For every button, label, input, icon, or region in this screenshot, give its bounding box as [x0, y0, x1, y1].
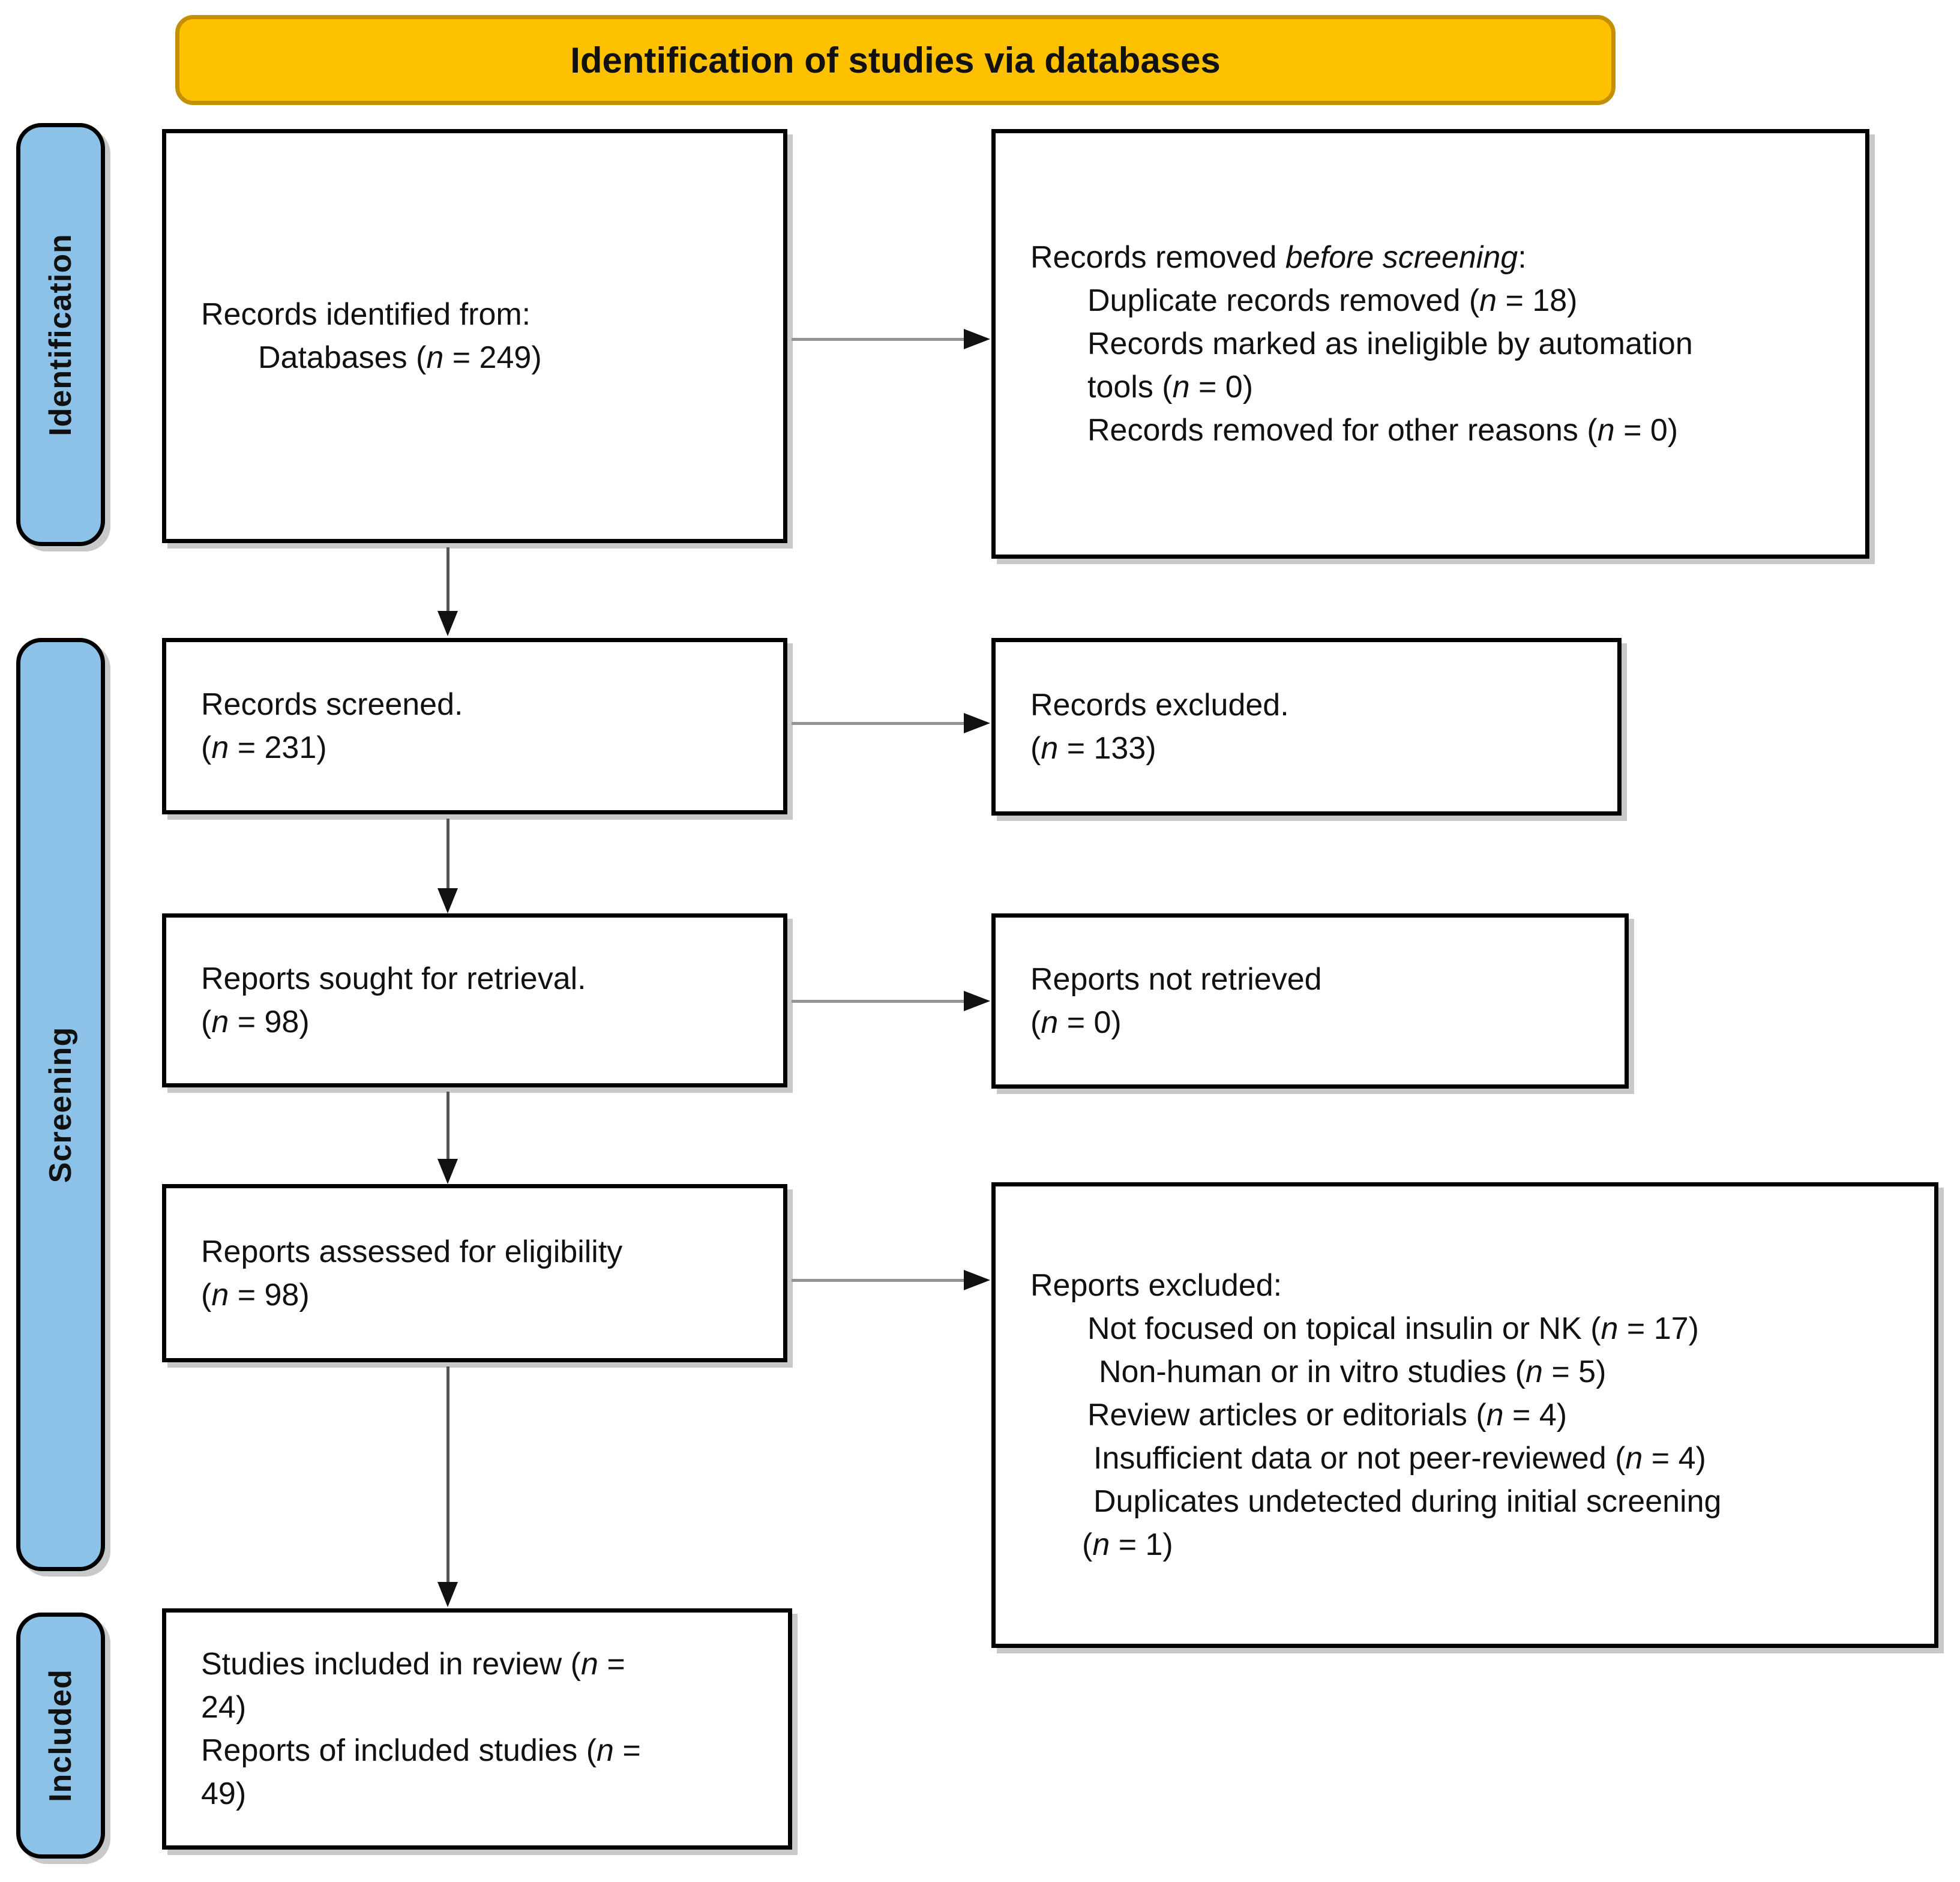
box-text-line: Reports sought for retrieval. [201, 961, 586, 996]
box-text-line: Records marked as ineligible by automation [1087, 326, 1693, 361]
box-text-line: Records identified from: [201, 297, 531, 332]
banner-identification-of-studies [175, 15, 1616, 105]
box-text-line: Databases (n = 249) [258, 340, 542, 375]
box-text-line: (n = 0) [1030, 1005, 1122, 1040]
box-text-line: Records screened. [201, 687, 463, 722]
box-text-line: 24) [201, 1690, 247, 1725]
box-text-line: Duplicates undetected during initial screening [1093, 1484, 1722, 1519]
box-text-line: tools (n = 0) [1087, 370, 1254, 404]
box-text-line: Records removed for other reasons (n = 0) [1087, 413, 1679, 448]
box-text-line: Non-human or in vitro studies (n = 5) [1099, 1354, 1607, 1389]
box-text-line: Reports of included studies (n = [201, 1733, 641, 1768]
box-text-line: (n = 98) [201, 1005, 310, 1039]
box-text-line: Reports excluded: [1030, 1268, 1282, 1303]
box-text-line: Records excluded. [1030, 688, 1289, 723]
arrowhead-right-icon [964, 991, 990, 1011]
box-text-line: Reports not retrieved [1030, 962, 1322, 997]
box-text-line: Records removed before screening: [1030, 240, 1527, 275]
box-text-line: (n = 1) [1082, 1527, 1173, 1562]
arrowhead-right-icon [964, 329, 990, 349]
box-studies-included-in-review [162, 1608, 792, 1850]
box-records-screened [162, 638, 787, 814]
box-reports-excluded [991, 1182, 1938, 1648]
arrowhead-right-icon [964, 713, 990, 733]
sidebar-label-included: Included [43, 1669, 79, 1802]
box-records-excluded [991, 638, 1622, 816]
arrowhead-down-icon [437, 1582, 458, 1607]
box-text-line: 49) [201, 1776, 247, 1811]
arrow-sought-to-not-retrieved [792, 1000, 967, 1003]
arrow-screened-to-excluded [792, 722, 967, 725]
box-text-line: (n = 98) [201, 1277, 310, 1312]
box-text-line: (n = 133) [1030, 731, 1156, 766]
arrowhead-down-icon [437, 1159, 458, 1184]
box-text-line: Insufficient data or not peer-reviewed (n = 4) [1093, 1441, 1706, 1476]
box-reports-assessed-for-eligibility [162, 1184, 787, 1362]
sidebar-label-identification: Identification [43, 233, 78, 436]
sidebar-item-included [16, 1613, 105, 1859]
sidebar-item-screening [16, 638, 105, 1571]
box-text-line: Studies included in review (n = [201, 1647, 625, 1682]
box-reports-not-retrieved [991, 913, 1629, 1089]
box-text-line: Review articles or editorials (n = 4) [1087, 1398, 1568, 1433]
arrow-identified-to-screened [446, 547, 449, 615]
box-text-line: Reports assessed for eligibility [201, 1234, 623, 1269]
arrowhead-down-icon [437, 611, 458, 636]
arrow-sought-to-assessed [446, 1092, 449, 1160]
box-text-line: Duplicate records removed (n = 18) [1087, 283, 1578, 318]
box-text-line: Not focused on topical insulin or NK (n = 17) [1087, 1311, 1699, 1346]
arrow-screened-to-sought [446, 819, 449, 889]
arrow-identified-to-removed [792, 338, 967, 341]
arrow-assessed-to-included [446, 1366, 449, 1583]
arrow-assessed-to-reports-excluded [792, 1279, 967, 1282]
box-records-identified [162, 129, 787, 543]
arrowhead-down-icon [437, 888, 458, 913]
box-reports-sought-for-retrieval [162, 913, 787, 1087]
box-records-removed-before-screening [991, 129, 1869, 559]
arrowhead-right-icon [964, 1270, 990, 1290]
box-text-line: (n = 231) [201, 730, 327, 765]
sidebar-item-identification [16, 123, 105, 546]
sidebar-label-screening: Screening [43, 1026, 79, 1183]
banner-label: Identification of studies via databases [570, 40, 1221, 80]
